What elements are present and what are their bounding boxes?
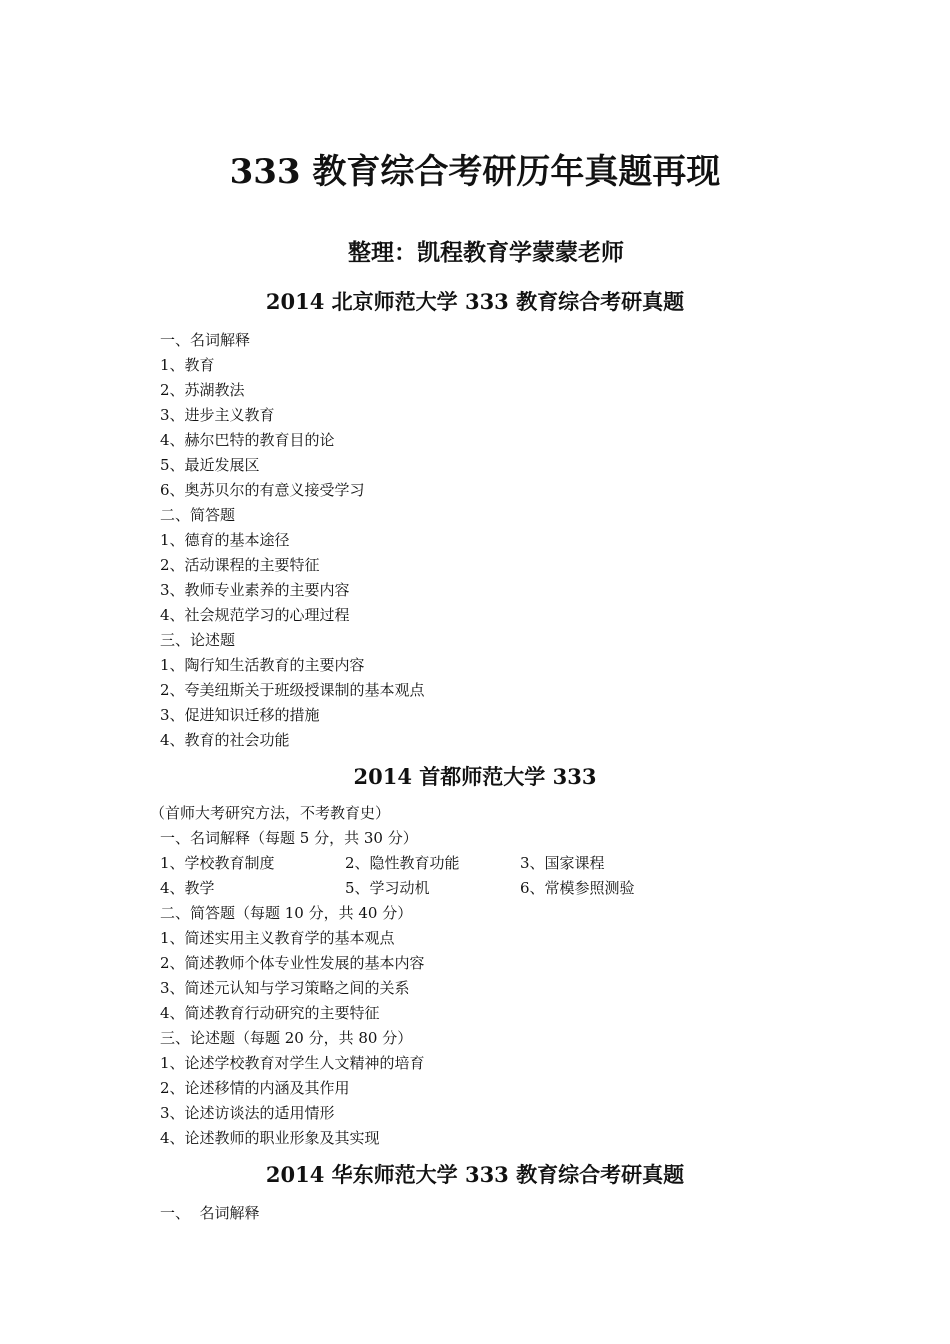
list-item: 4、社会规范学习的心理过程 (160, 606, 350, 624)
list-item: 1、德育的基本途径 (160, 531, 290, 549)
section-title-ecnu: 2014 华东师范大学 333 教育综合考研真题 (265, 1162, 685, 1187)
section-heading: 三、论述题 (160, 631, 236, 649)
section-heading: 二、简答题 (160, 506, 236, 524)
section-heading: 一、名词解释（每题 5 分，共 30 分） (160, 829, 418, 847)
list-item: 3、简述元认知与学习策略之间的关系 (160, 979, 410, 997)
section-title-bnu: 2014 北京师范大学 333 教育综合考研真题 (265, 289, 685, 314)
section-heading: 三、论述题（每题 20 分，共 80 分） (160, 1029, 413, 1047)
list-item: 1、论述学校教育对学生人文精神的培育 (160, 1054, 425, 1072)
list-item: 1、陶行知生活教育的主要内容 (160, 656, 365, 674)
term-item: 4、教学 (160, 879, 215, 897)
section-heading: 二、简答题（每题 10 分，共 40 分） (160, 904, 413, 922)
document-title: 333 教育综合考研历年真题再现 (229, 152, 721, 192)
list-item: 2、简述教师个体专业性发展的基本内容 (160, 954, 425, 972)
list-item: 1、简述实用主义教育学的基本观点 (160, 929, 395, 947)
term-item: 1、学校教育制度 (160, 854, 275, 872)
list-item: 4、教育的社会功能 (160, 731, 290, 749)
term-item: 2、隐性教育功能 (345, 854, 460, 872)
list-item: 5、最近发展区 (160, 456, 260, 474)
document-subtitle: 整理：凯程教育学蒙蒙老师 (348, 239, 624, 266)
list-item: 1、教育 (160, 356, 215, 374)
term-item: 3、国家课程 (520, 854, 605, 872)
section-heading: 一、 名词解释 (160, 1204, 260, 1222)
list-item: 2、活动课程的主要特征 (160, 556, 320, 574)
term-item: 5、学习动机 (345, 879, 430, 897)
list-item: 4、赫尔巴特的教育目的论 (160, 431, 335, 449)
section-title-cnu: 2014 首都师范大学 333 (353, 764, 597, 789)
list-item: 3、论述访谈法的适用情形 (160, 1104, 335, 1122)
section-heading: 一、名词解释 (160, 331, 251, 349)
list-item: 4、论述教师的职业形象及其实现 (160, 1129, 380, 1147)
section-note: （首师大考研究方法，不考教育史） (150, 804, 391, 822)
list-item: 2、苏湖教法 (160, 381, 245, 399)
list-item: 3、促进知识迁移的措施 (160, 706, 320, 724)
list-item: 2、夸美纽斯关于班级授课制的基本观点 (160, 681, 425, 699)
list-item: 3、进步主义教育 (160, 406, 275, 424)
list-item: 6、奥苏贝尔的有意义接受学习 (160, 481, 365, 499)
list-item: 3、教师专业素养的主要内容 (160, 581, 350, 599)
list-item: 2、论述移情的内涵及其作用 (160, 1079, 350, 1097)
term-item: 6、常模参照测验 (520, 879, 635, 897)
list-item: 4、简述教育行动研究的主要特征 (160, 1004, 380, 1022)
